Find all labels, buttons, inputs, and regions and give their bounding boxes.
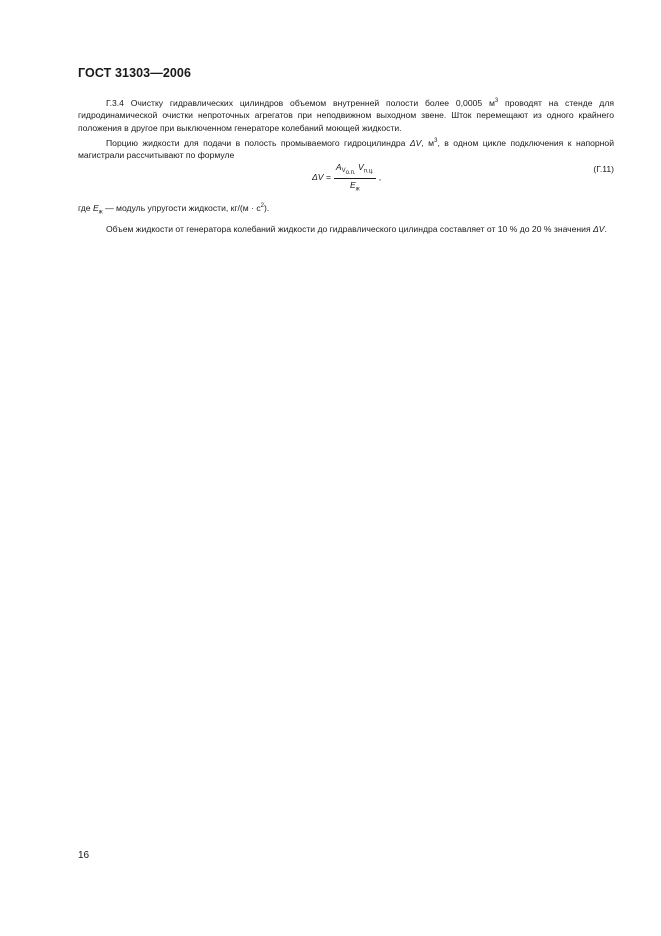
superscript-2: 2 [260,203,264,209]
formula-num-a-sub-v: V [341,168,346,175]
page-number: 16 [78,850,90,861]
formula-num-v: V [357,161,364,172]
formula-num-a-subsub: о.п. [345,170,356,177]
superscript-3: 3 [494,98,499,104]
paragraph-volume-text: Объем жидкости от генератора колебаний жидкости до гидравлического цилиндра составляет от 10 % до 20 % значения [106,224,594,235]
paragraph-g34 [78,95,614,135]
symbol-e-sub: ж [98,209,103,216]
paragraph-volume [78,223,614,236]
paragraph-g34-text-rest: проводят на стенде для гидродинамической очистки непроточных агрегатов при неподвижном выходном звене. Шток перемещают из одного крайнего положения в другое при выключенном генераторе колебаний моющей жидкости. [78,97,614,134]
formula-g11 [312,160,381,194]
formula-den-e-sub: ж [355,186,360,193]
formula-num-v-sub: п.ц. [363,168,374,175]
body-text-block-2 [78,200,614,236]
formula-trailing-comma: , [378,172,382,182]
paragraph-portion-text-b: , м [421,137,435,148]
paragraph-where [78,200,614,219]
superscript-3: 3 [434,137,438,144]
formula-num-a-sub [341,168,356,177]
paragraph-volume-end: . [604,224,607,235]
formula-fraction [334,162,376,193]
body-text-block-1 [78,95,614,162]
paragraph-where-text-c: ). [263,202,270,213]
formula-den-e: E [349,179,356,190]
document-header: ГОСТ 31303—2006 [78,66,192,80]
paragraph-portion-text-c: , в одном цикле подключения к напорной магистрали рассчитывают по формуле [78,137,615,161]
formula-numerator [334,162,376,179]
formula-row [78,160,614,194]
paragraph-portion [78,135,614,162]
paragraph-where-text-a: где [78,202,93,213]
paragraph-portion-text-a: Порцию жидкости для подачи в полость промываемого гидроцилиндра [106,137,410,148]
formula-number: (Г.11) [593,164,614,174]
delta-v-symbol: ΔV [593,224,605,235]
delta-v-symbol: ΔV [409,137,422,148]
formula-num-a: A [335,161,342,172]
symbol-e: E [92,202,99,213]
paragraph-g34-text: Г.3.4 Очистку гидравлических цилиндров объемом внутренней полости более 0,0005 м [106,97,495,108]
formula-denominator [350,179,360,193]
paragraph-where-text-b: — модуль упругости жидкости, кг/(м · с [102,202,261,213]
formula-lhs: ΔV = [312,172,331,182]
